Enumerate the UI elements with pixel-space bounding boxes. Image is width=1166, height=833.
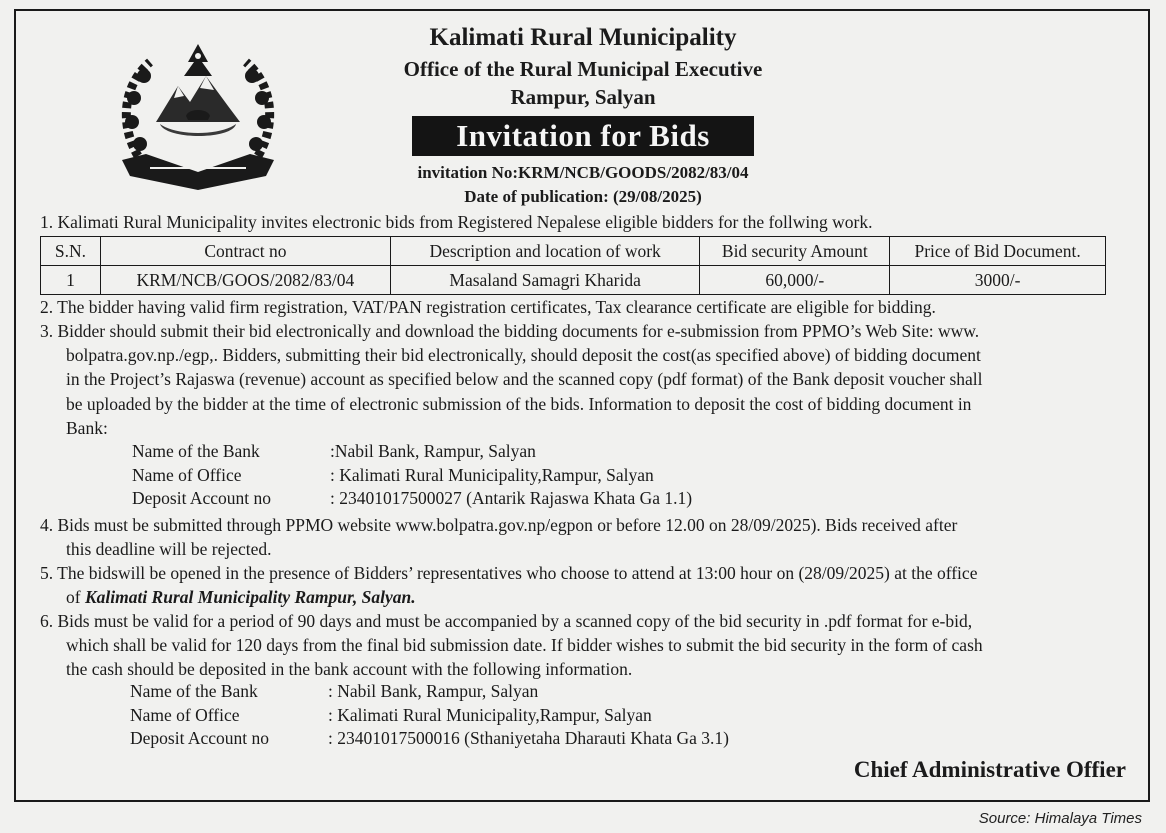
bank-row bbox=[132, 487, 692, 511]
signatory-title: Chief Administrative Offier bbox=[853, 757, 1126, 782]
bank-label: Deposit Account no bbox=[132, 488, 272, 508]
clause-3 bbox=[40, 319, 983, 440]
invitation-number: invitation No:KRM/NCB/GOODS/2082/83/04 bbox=[417, 163, 749, 182]
clause-3-line: be uploaded by the bidder at the time of electronic submission of the bids. Information to deposit the cost of bidding document in bbox=[66, 393, 972, 414]
revenue-bank-details bbox=[132, 440, 692, 511]
bank-row bbox=[132, 464, 692, 488]
bank-value: : Nabil Bank, Rampur, Salyan bbox=[328, 681, 539, 701]
bank-value: : 23401017500027 (Antarik Rajaswa Khata Ga 1.1) bbox=[330, 488, 693, 508]
bank-value: : Kalimati Rural Municipality,Rampur, Salyan bbox=[328, 704, 652, 725]
col-header-sn: S.N. bbox=[41, 237, 101, 266]
bank-label: Name of Office bbox=[130, 704, 240, 725]
clause-5-office: Kalimati Rural Municipality Rampur, Salyan. bbox=[84, 587, 416, 608]
title-banner: Invitation for Bids bbox=[412, 116, 754, 156]
office-name: Office of the Rural Municipal Executive bbox=[403, 57, 763, 81]
clause-3-line: in the Project’s Rajaswa (revenue) account as specified below and the scanned copy (pdf format) of the Bank deposit voucher shall bbox=[66, 369, 983, 390]
bank-row bbox=[130, 704, 729, 728]
cell-doc-price: 3000/- bbox=[890, 266, 1106, 295]
clause-5-line: 5. The bidswill be opened in the presence of Bidders’ representatives who choose to attend at 13:00 hour on (28/09/2025) at the office bbox=[40, 563, 978, 583]
bank-row bbox=[130, 680, 729, 704]
table-row bbox=[41, 266, 1106, 295]
col-header-contract-no: Contract no bbox=[100, 237, 390, 266]
bank-label: Deposit Account no bbox=[130, 728, 270, 748]
clause-6-line: which shall be valid for 120 days from the final bid submission date. If bidder wishes to submit the bid security in the form of cash bbox=[66, 635, 983, 656]
table-header-row bbox=[41, 237, 1106, 266]
clause-5-prefix: of bbox=[66, 587, 81, 608]
cell-contract-no: KRM/NCB/GOOS/2082/83/04 bbox=[100, 266, 390, 295]
clause-4 bbox=[40, 513, 957, 561]
bank-label: Name of the Bank bbox=[130, 681, 258, 701]
clause-5-line bbox=[40, 585, 977, 609]
clause-4-line: 4. Bids must be submitted through PPMO website www.bolpatra.gov.np/egpon or before 12.00 on 28/09/2025). Bids received after bbox=[40, 515, 958, 535]
office-location: Rampur, Salyan bbox=[510, 85, 656, 109]
bank-label: Name of Office bbox=[132, 464, 242, 485]
bank-label: Name of the Bank bbox=[132, 441, 260, 461]
source-credit: Source: Himalaya Times bbox=[978, 810, 1142, 827]
clause-6-line: 6. Bids must be valid for a period of 90 days and must be accompanied by a scanned copy of the bid security in .pdf format for e-bid, bbox=[40, 611, 973, 631]
nepal-coat-of-arms-icon bbox=[116, 36, 280, 196]
cell-description: Masaland Samagri Kharida bbox=[390, 266, 700, 295]
bank-value: :Nabil Bank, Rampur, Salyan bbox=[330, 441, 536, 461]
col-header-bid-security: Bid security Amount bbox=[700, 237, 890, 266]
cell-bid-security: 60,000/- bbox=[700, 266, 890, 295]
bank-row bbox=[132, 440, 692, 464]
bank-row bbox=[130, 727, 729, 751]
bank-value: : 23401017500016 (Sthaniyetaha Dharauti Khata Ga 3.1) bbox=[328, 728, 729, 748]
clause-3-line: bolpatra.gov.np./egp,. Bidders, submitting their bid electronically, should deposit the cost(as specified above) of bidding document bbox=[66, 345, 981, 366]
clause-3-line: 3. Bidder should submit their bid electronically and download the bidding documents for e-submission from PPMO’s Web Site: www. bbox=[40, 321, 980, 341]
col-header-description: Description and location of work bbox=[390, 237, 700, 266]
security-bank-details bbox=[130, 680, 729, 751]
clause-2: 2. The bidder having valid firm registration, VAT/PAN registration certificates, Tax clearance certificate are eligible for bidding. bbox=[40, 297, 936, 317]
clause-1: 1. Kalimati Rural Municipality invites electronic bids from Registered Nepalese eligible bidders for the follwing work. bbox=[40, 212, 873, 232]
clause-6 bbox=[40, 609, 983, 682]
cell-sn: 1 bbox=[41, 266, 101, 295]
publication-date: Date of publication: (29/08/2025) bbox=[464, 187, 702, 206]
municipality-name: Kalimati Rural Municipality bbox=[429, 24, 737, 51]
clause-3-line: Bank: bbox=[66, 417, 108, 438]
bank-value: : Kalimati Rural Municipality,Rampur, Salyan bbox=[330, 464, 654, 485]
col-header-doc-price: Price of Bid Document. bbox=[890, 237, 1106, 266]
clause-5 bbox=[40, 561, 977, 609]
bid-table bbox=[40, 236, 1106, 295]
clause-4-line: this deadline will be rejected. bbox=[66, 539, 272, 560]
clause-6-line: the cash should be deposited in the bank account with the following information. bbox=[66, 659, 633, 680]
